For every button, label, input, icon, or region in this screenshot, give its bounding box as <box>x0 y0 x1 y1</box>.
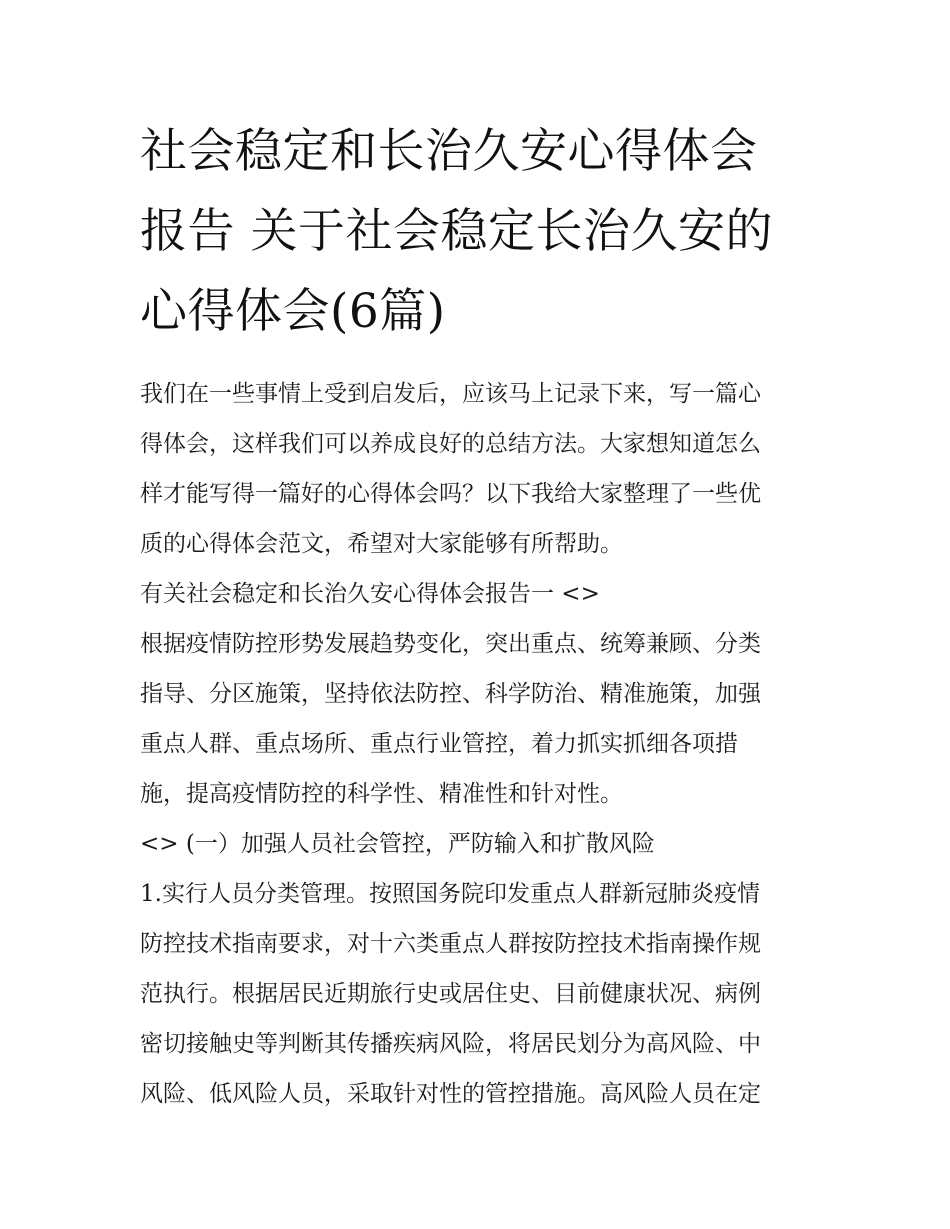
text-line: 样才能写得一篇好的心得体会吗？以下我给大家整理了一些优 <box>140 481 761 507</box>
text-line: 质的心得体会范文，希望对大家能够有所帮助。 <box>140 531 623 557</box>
text-line: 密切接触史等判断其传播疾病风险，将居民划分为高风险、中 <box>140 1031 761 1057</box>
text-line: <> (一）加强人员社会管控，严防输入和扩散风险 <box>140 831 655 857</box>
subsection-heading <box>140 819 820 869</box>
document-page <box>140 112 820 1119</box>
text-line: 指导、分区施策，坚持依法防控、科学防治、精准施策，加强 <box>140 681 761 707</box>
intro-paragraph <box>140 369 820 569</box>
text-line: 风险、低风险人员，采取针对性的管控措施。高风险人员在定 <box>140 1081 761 1107</box>
title-line: 社会稳定和长治久安心得体会 <box>140 124 758 179</box>
title-line: 报告 关于社会稳定长治久安的 <box>140 204 773 259</box>
text-line: 范执行。根据居民近期旅行史或居住史、目前健康状况、病例 <box>140 981 761 1007</box>
title-line: 心得体会(6篇) <box>140 284 446 339</box>
text-line: 根据疫情防控形势发展趋势变化，突出重点、统筹兼顾、分类 <box>140 631 761 657</box>
text-line: 有关社会稳定和长治久安心得体会报告一 <> <box>140 581 600 607</box>
text-line: 得体会，这样我们可以养成良好的总结方法。大家想知道怎么 <box>140 431 761 457</box>
text-line: 1.实行人员分类管理。按照国务院印发重点人群新冠肺炎疫情 <box>140 881 760 907</box>
text-line: 重点人群、重点场所、重点行业管控，着力抓实抓细各项措 <box>140 731 738 757</box>
body-paragraph <box>140 869 820 1119</box>
text-line: 防控技术指南要求，对十六类重点人群按防控技术指南操作规 <box>140 931 761 957</box>
text-line: 施，提高疫情防控的科学性、精准性和针对性。 <box>140 781 623 807</box>
body-paragraph <box>140 619 820 819</box>
document-title <box>140 112 820 352</box>
text-line: 我们在一些事情上受到启发后，应该马上记录下来，写一篇心 <box>140 381 761 407</box>
document-body <box>140 369 820 1119</box>
section-heading <box>140 569 820 619</box>
